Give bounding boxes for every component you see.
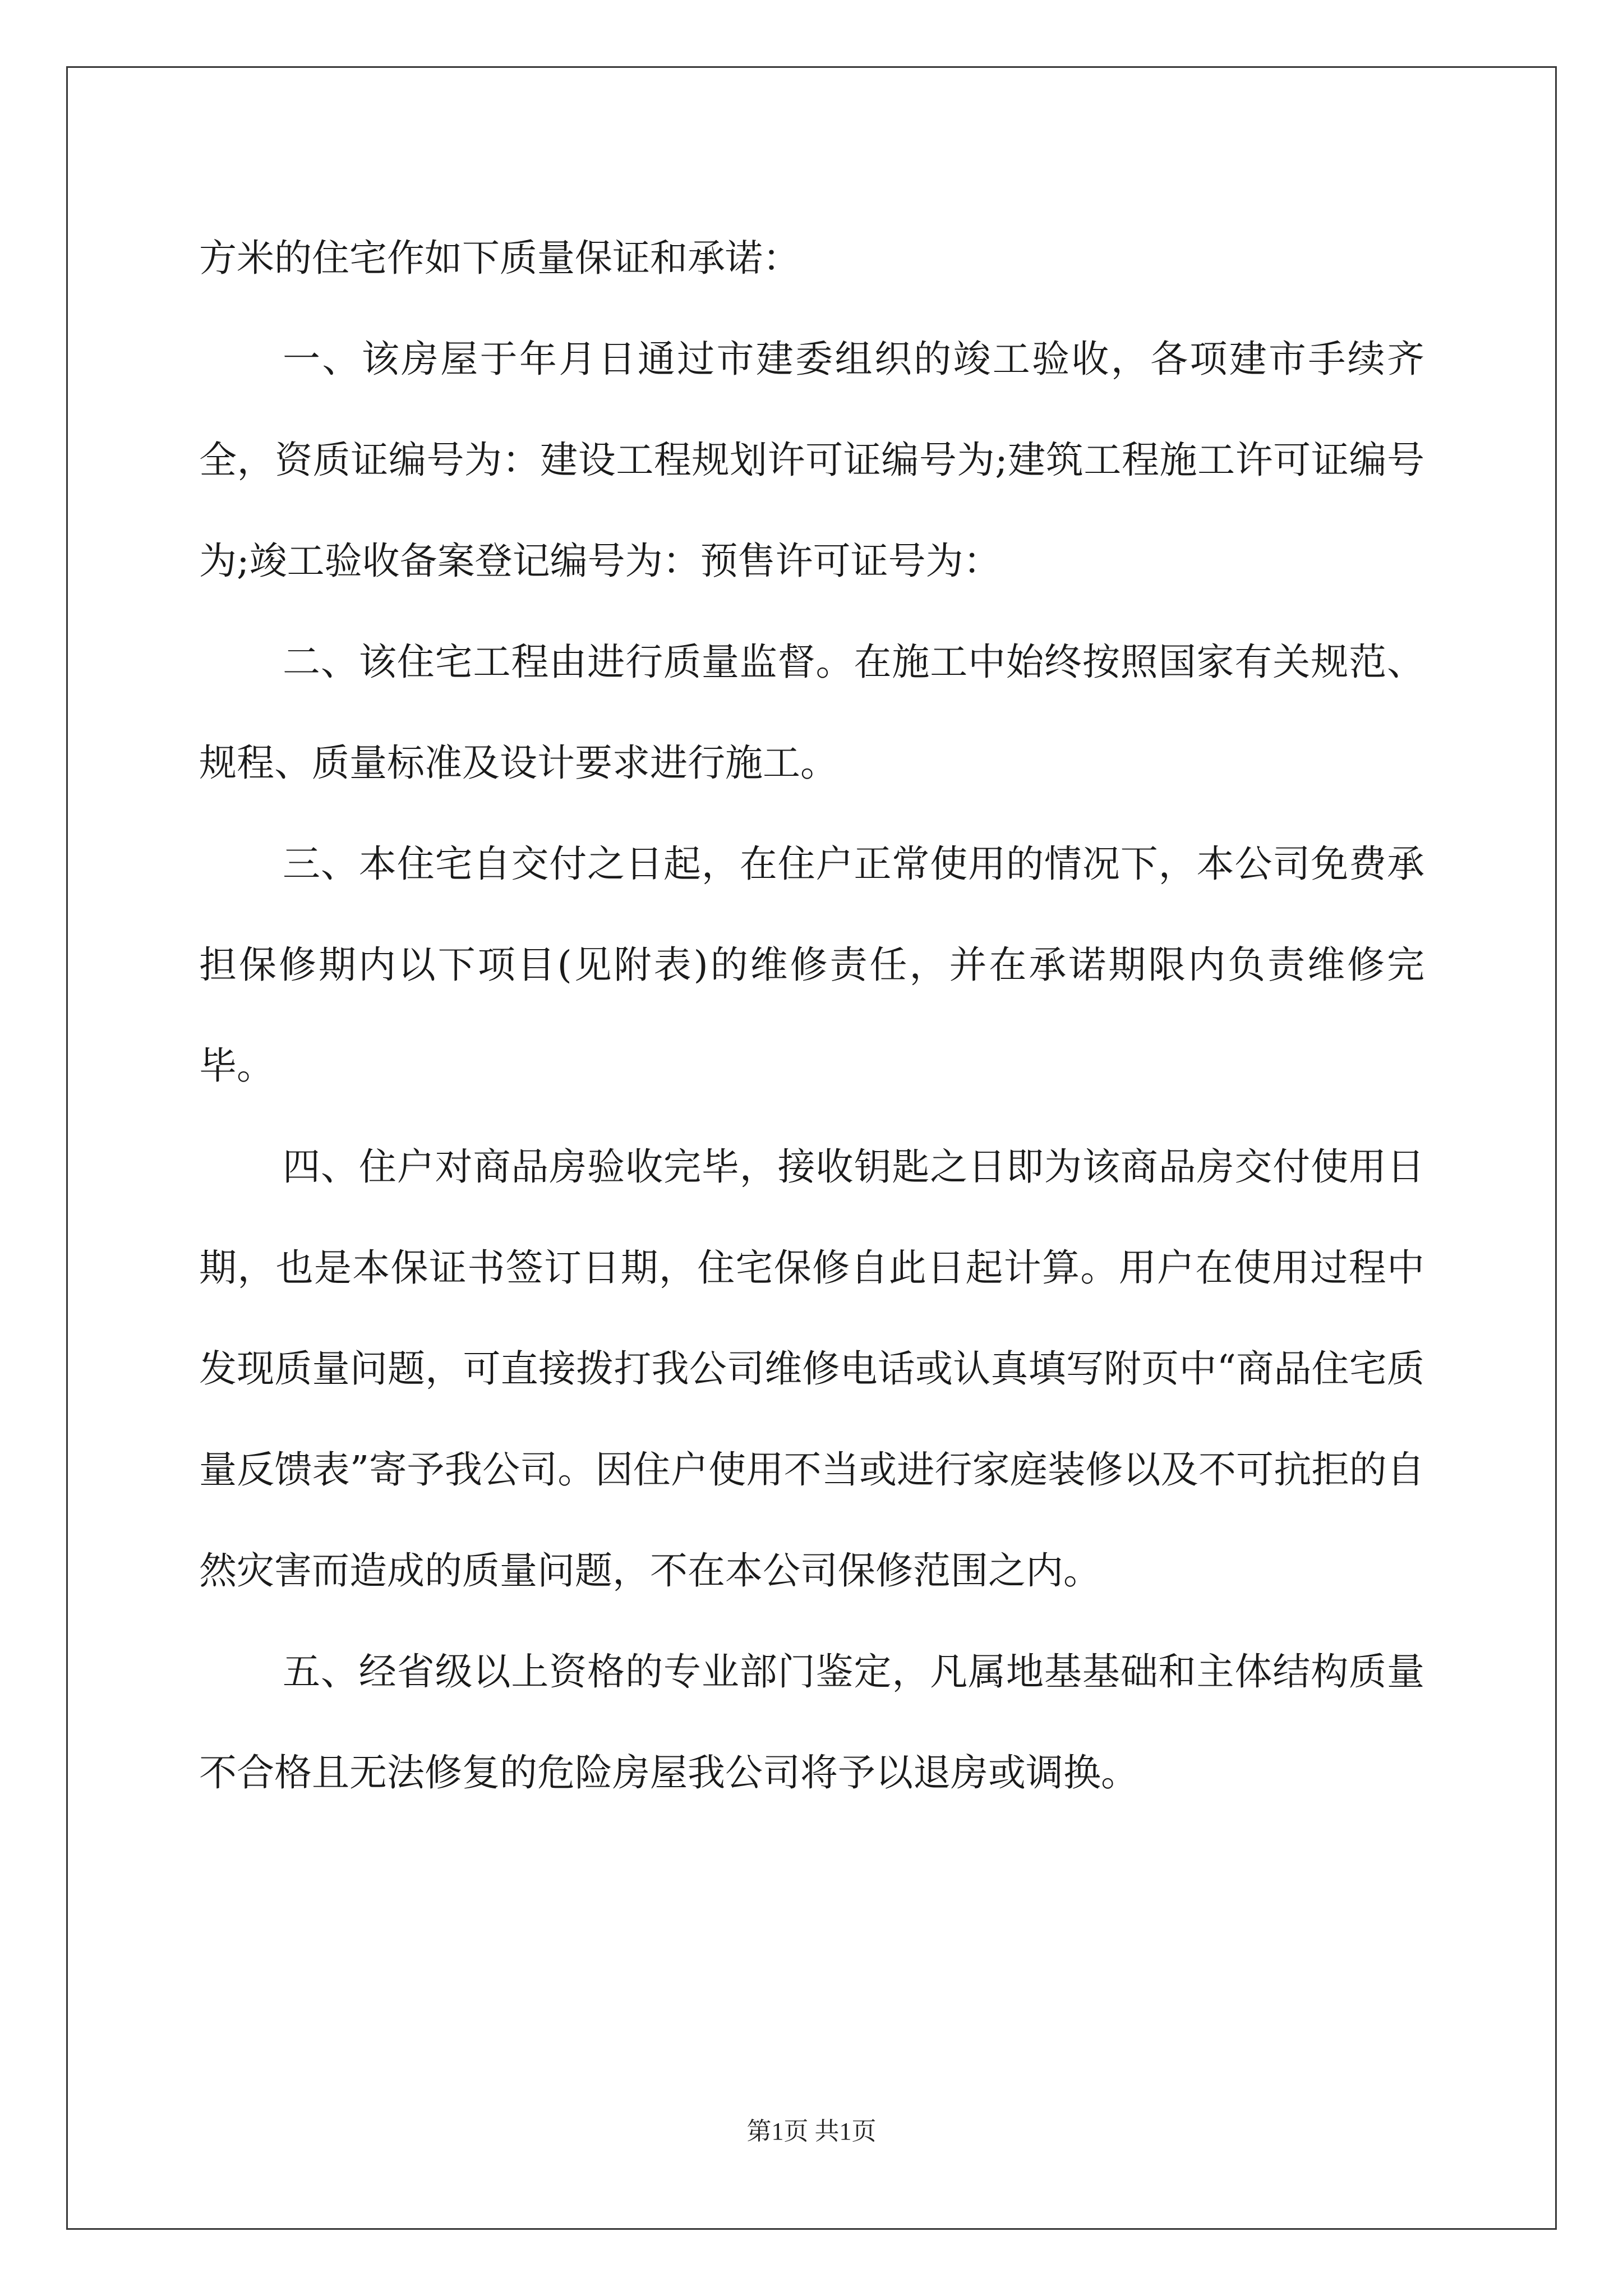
paragraph-clause-2: 二、该住宅工程由进行质量监督。在施工中始终按照国家有关规范、规程、质量标准及设计要求进行施工。 [199,640,1424,785]
paragraph-intro: 方米的住宅作如下质量保证和承诺： [199,236,800,280]
paragraph-clause-4: 四、住户对商品房验收完毕，接收钥匙之日即为该商品房交付使用日期，也是本保证书签订日期，住宅保修自此日起计算。用户在使用过程中发现质量问题，可直接拨打我公司维修电话或认真填写附页中“商品住宅质量反馈表”寄予我公司。因住户使用不当或进行家庭装修以及不可抗拒的自然灾害而造成的质量问题，不在本公司保修范围之内。 [199,1145,1424,1593]
paragraph-clause-1: 一、该房屋于年月日通过市建委组织的竣工验收，各项建市手续齐全，资质证编号为：建设工程规划许可证编号为;建筑工程施工许可证编号为;竣工验收备案登记编号为：预售许可证号为： [199,337,1424,583]
document-body [199,208,1424,1823]
paragraph-clause-5: 五、经省级以上资格的专业部门鉴定，凡属地基基础和主体结构质量不合格且无法修复的危险房屋我公司将予以退房或调换。 [199,1650,1424,1795]
page-number-footer: 第1页 共1页 [746,2118,877,2145]
paragraph-clause-3: 三、本住宅自交付之日起，在住户正常使用的情况下，本公司免费承担保修期内以下项目(见附表)的维修责任，并在承诺期限内负责维修完毕。 [199,842,1424,1088]
